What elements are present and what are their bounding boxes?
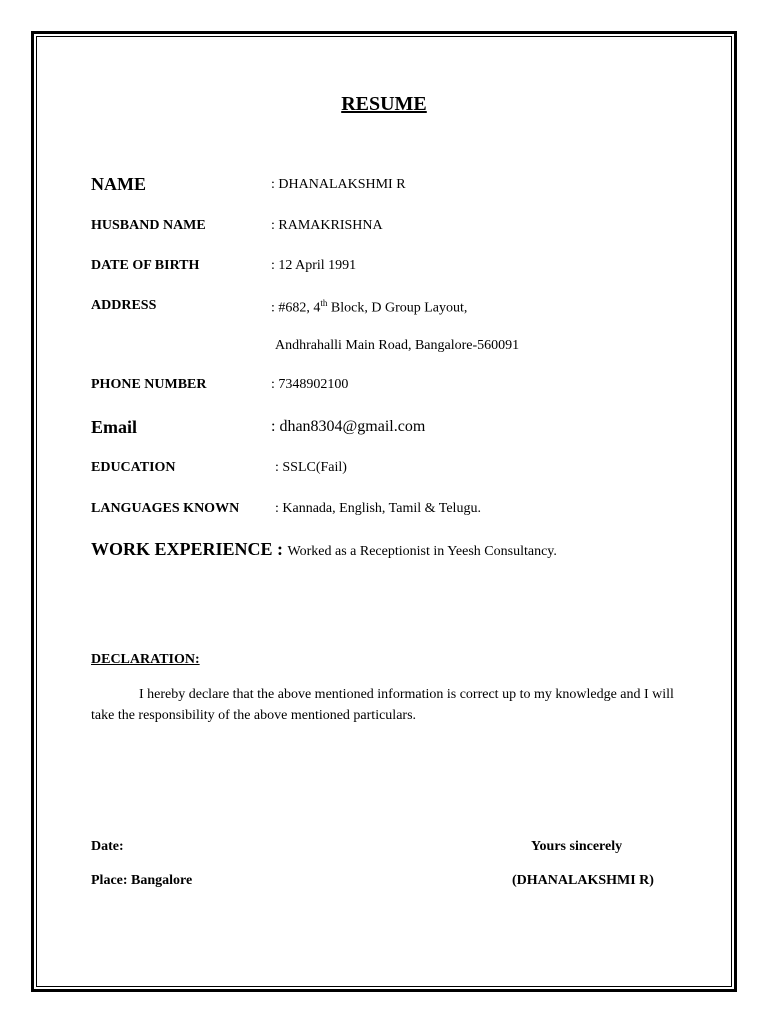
date-of-birth-label: DATE OF BIRTH	[91, 258, 200, 273]
education-value: : SSLC(Fail)	[275, 460, 347, 475]
work-experience-row	[91, 539, 557, 560]
work-experience-label: WORK EXPERIENCE :	[91, 539, 284, 559]
place-label: Place: Bangalore	[91, 873, 193, 888]
declaration-text: I hereby declare that the above mentioned information is correct up to my knowledge and I will take the responsibility of the above mentioned particulars.	[91, 687, 674, 723]
husband-name-label: HUSBAND NAME	[91, 218, 206, 233]
address-line-2: Andhrahalli Main Road, Bangalore-560091	[275, 338, 520, 353]
husband-name-value: : RAMAKRISHNA	[271, 218, 383, 233]
name-label: NAME	[91, 174, 146, 194]
languages-known-value: : Kannada, English, Tamil & Telugu.	[275, 501, 481, 516]
declaration-heading: DECLARATION:	[91, 652, 200, 667]
name-value: : DHANALAKSHMI R	[271, 177, 406, 192]
date-of-birth-value: : 12 April 1991	[271, 258, 357, 273]
address-label: ADDRESS	[91, 298, 157, 313]
email-value: : dhan8304@gmail.com	[271, 418, 426, 435]
document-title: RESUME	[341, 93, 427, 115]
languages-known-label: LANGUAGES KNOWN	[91, 501, 240, 516]
email-label: Email	[91, 417, 138, 437]
work-experience-value: Worked as a Receptionist in Yeesh Consultancy.	[287, 544, 557, 559]
address-line-1: : #682, 4th Block, D Group Layout,	[271, 298, 468, 316]
signature-name: (DHANALAKSHMI R)	[512, 873, 654, 888]
phone-number-label: PHONE NUMBER	[91, 377, 207, 392]
education-label: EDUCATION	[91, 460, 176, 475]
date-label: Date:	[91, 839, 124, 854]
closing-text: Yours sincerely	[531, 839, 623, 854]
phone-number-value: : 7348902100	[271, 377, 349, 392]
